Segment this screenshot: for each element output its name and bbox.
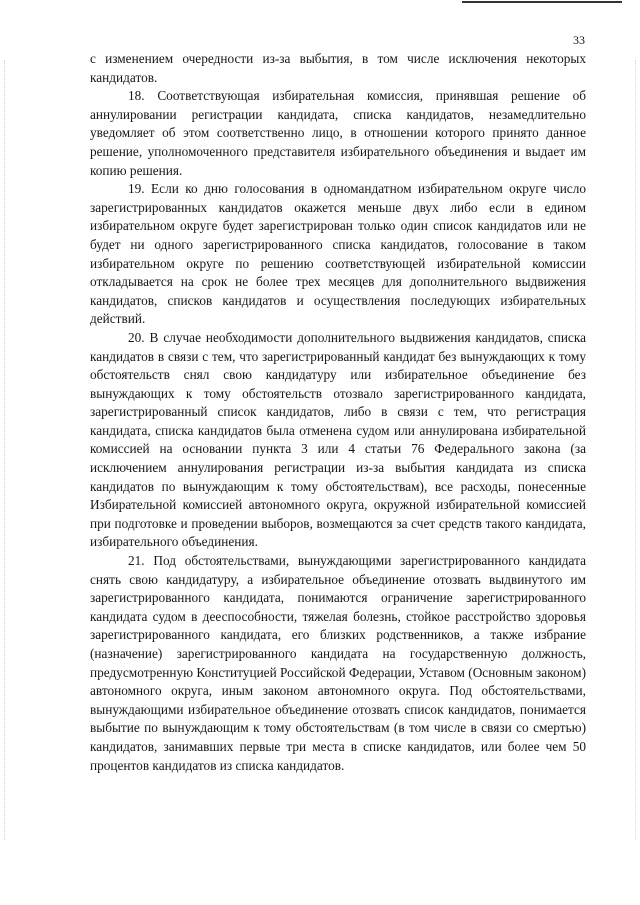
paragraph-continuation: с изменением очередности из-за выбытия, в том числе исключения некоторых кандидатов. — [90, 51, 586, 85]
paragraph-21: 21. Под обстоятельствами, вынуждающими зарегистрированного кандидата снять свою кандидатуру, а избирательное объединение отозвать выдвинутого им зарегистрированного кандидата, понимаются ограничение зарегистрированного кандидата судом в дееспособности, тяжелая болезнь, стойкое расстройство здоровья зарегистрированного кандидата, его близких родственников, а также избрание (назначение) зарегистрированного кандидата на государственную должность, предусмотренную Конституцией Российской Федерации, Уставом (Основным законом) автономного округа, иным законом автономного округа. Под обстоятельствами, вынуждающими избирательное объединение отозвать список кандидатов, понимается выбытие по вынуждающим к тому обстоятельствам (в том числе в связи со смертью) кандидатов, занимавших первые три места в списке кандидатов, или более чем 50 процентов кандидатов из списка кандидатов. — [90, 553, 586, 773]
scan-margin-left — [4, 60, 7, 840]
paragraph-19: 19. Если ко дню голосования в одномандатном избирательном округе число зарегистрированных кандидатов окажется меньше двух либо если в едином избирательном округе будет зарегистрирован только один список кандидатов или не будет ни одного зарегистрированного списка кандидатов, голосование в таком избирательном округе по решению соответствующей избирательной комиссии откладывается на срок не более трех месяцев для дополнительного выдвижения кандидатов, списков кандидатов и осуществления последующих избирательных действий. — [90, 181, 586, 327]
document-body — [90, 50, 586, 775]
paragraph-20: 20. В случае необходимости дополнительного выдвижения кандидатов, списка кандидатов в связи с тем, что зарегистрированный кандидат без вынуждающих к тому обстоятельств снял свою кандидатуру или избирательное объединение без вынуждающих к тому обстоятельств отозвало зарегистрированного кандидата, зарегистрированный список кандидатов, либо в связи с тем, что регистрация кандидата, списка кандидатов была отменена судом или аннулирована избирательной комиссией на основании пункта 3 или 4 статьи 76 Федерального закона (за исключением аннулирования регистрации из-за выбытия кандидата из списка кандидатов по вынуждающим к тому обстоятельствам), все расходы, понесенные Избирательной комиссией автономного округа, окружной избирательной комиссией при подготовке и проведении выборов, возмещаются за счет средств такого кандидата, избирательного объединения. — [90, 329, 586, 550]
scan-edge-line — [462, 1, 622, 3]
scan-margin-right — [633, 60, 636, 840]
page-number: 33 — [573, 33, 585, 47]
paragraph-18: 18. Соответствующая избирательная комиссия, принявшая решение об аннулировании регистрации кандидата, списка кандидатов, незамедлительно уведомляет об этом соответственно лицо, в отношении которого принято данное решение, уполномоченного представителя избирательного объединения и выдает им копию решения. — [90, 88, 586, 178]
